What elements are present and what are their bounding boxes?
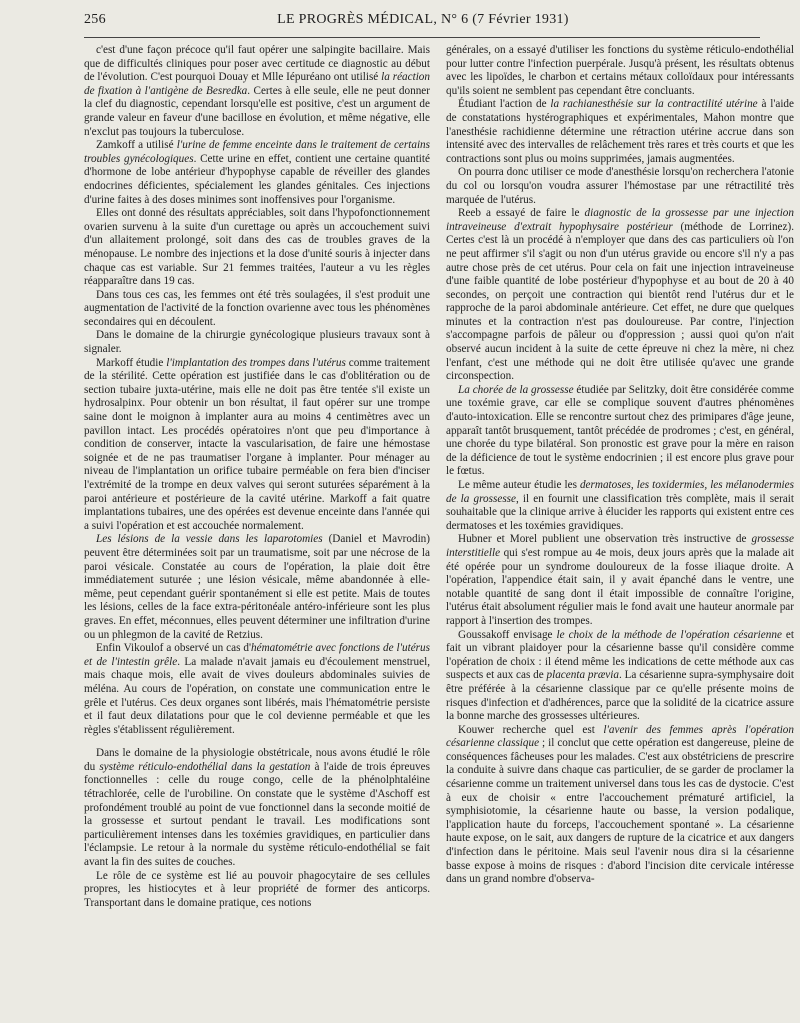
text-run: étudiée par Selitzky, doit être considérée comme une toxémie grave, car elle se complique souvent d'autres phénomènes d'auto-intoxication. Elle se rencontre surtout chez des primipares d'âge jeune, apparaît tantôt brusquement, tantôt précédée de prodromes ; c'est, en général, une chorée du type bilatéral. Son pronostic est grave pour la mère en raison de la déficience de tout le système endocrinien ; il est encore plus grave pour le fœtus. xyxy=(446,383,794,478)
text-run: Elles ont donné des résultats appréciables, soit dans l'hypofonctionnement ovarien survenu à la suite d'un curettage ou après un accouchement suivi d'un allaitement prolongé, soit dans des cas de troubles graves de la ménopause. Le nombre des injections et la dose d'unité souris à injecter dans chaque cas est variable. Sur 21 femmes traitées, l'auteur a vu les règles réapparaître dans 19 cas. xyxy=(84,207,430,288)
text-run: Dans le domaine de la physiologie obstétricale, nous avons étudié le rôle du xyxy=(84,747,430,773)
paragraph xyxy=(446,98,794,166)
text-run: qui s'est rompue au 4e mois, deux jours après que la malade ait été opérée pour un syndrome douloureux de la fosse iliaque droite. A l'opération, l'appendice était sain, il y avait épanché dans le ventre, une notable quantité de sang dont il était impossible de connaître l'origine, l'utérus était absolument régulier mais le fond avait une hauteur anormale par rapport à l'insertion des trompes. xyxy=(446,546,794,627)
italic-text: la réaction de fixation à l'antigène de Besredka xyxy=(84,71,430,97)
paragraph xyxy=(84,289,430,330)
text-run: Markoff étudie xyxy=(96,356,167,369)
paragraph xyxy=(446,384,794,479)
text-run: à l'aide de trois épreuves fonctionnelles : celle du rouge congo, celle de la phénolphtaléine tétrachlorée, celle de l'urobiline. On constate que le système d'Aschoff est profondément troublé au point de vue fonctionnel dans la seconde moitié de la grossesse et surtout pendant le travail. Les modifications sont particulièrement intenses dans les toxémies gravidiques, en particulier dans l'éclampsie. Le retour à la normale du système réticulo-endothélial se fait avant la fin des suites de couches. xyxy=(84,760,430,869)
text-run: Dans le domaine de la chirurgie gynécologique plusieurs travaux sont à signaler. xyxy=(84,329,430,356)
italic-text: Les lésions de la vessie dans les laparotomies xyxy=(96,533,323,546)
text-run: . La malade n'avait jamais eu d'écoulement menstruel, mais chaque mois, elle avait de vives douleurs abdominales suivies de méléna. Au cours de l'opération, on constate une communication entre le grêle et l'utérus. Ces deux organes sont libérés, mais l'hématométrie persiste et il faut deux dilatations pour que le col devienne perméable et que les règles s'établissent régulièrement. xyxy=(84,655,430,736)
text-run: Hubner et Morel publient une observation très instructive de xyxy=(458,533,752,546)
text-run: et fait un vibrant plaidoyer pour la césarienne basse qu'il considère comme l'opération de choix : il étend même les indications de cette méthode aux cas suspects et aux cas de xyxy=(446,628,794,682)
paragraph xyxy=(84,44,430,139)
italic-text: La chorée de la grossesse xyxy=(458,383,574,396)
text-run: Kouwer recherche quel est xyxy=(458,723,604,736)
text-run: Le rôle de ce système est lié au pouvoir phagocytaire de ses cellules propres, les histiocytes et à leur propriété de former des anticorps. Transportant dans le domaine pratique, ces notions xyxy=(84,869,430,909)
paragraph xyxy=(84,747,430,869)
left-column xyxy=(84,44,430,1014)
text-run: Étudiant l'action de xyxy=(458,98,551,111)
italic-text: le choix de la méthode de l'opération césarienne xyxy=(556,628,782,641)
text-run: Le même auteur étudie les xyxy=(458,479,580,491)
paragraph xyxy=(446,533,794,628)
paragraph xyxy=(84,533,430,642)
italic-text: l'urine de femme enceinte dans le traitement de certains troubles gynécologiques xyxy=(84,139,430,165)
text-run: , il en fournit une classification très complète, mais il serait souhaitable que la clinique arrive à élucider les rapports qui existent entre ces dermatoses et les toxémies gravidiques. xyxy=(446,492,794,532)
text-run: Goussakoff envisage xyxy=(458,628,557,641)
page-header xyxy=(84,12,760,32)
text-run: Dans tous ces cas, les femmes ont été très soulagées, il s'est produit une augmentation de l'activité de la fonction ovarienne avec tous les phénomènes secondaires qui en découlent. xyxy=(84,288,430,328)
italic-text: grossesse interstitielle xyxy=(446,533,794,559)
page-number: 256 xyxy=(84,12,106,27)
text-run: . Certes à elle seule, elle ne peut donner la clef du diagnostic, cependant lorsqu'elle est positive, c'est un argument de grande valeur en faveur d'une bacillose en évolution, et même négative, elle n'exclut pas toujours la tuberculose. xyxy=(84,84,430,138)
text-run: Enfin Vikoulof a observé un cas d' xyxy=(96,642,252,655)
text-run: ; il conclut que cette opération est dangereuse, pleine de conséquences fâcheuses pour les malades. C'est aux obstétriciens de prescrire la conduite à suivre dans chaque cas particulier, de se garder de proclamer la césarienne comme un traitement universel dans tous les cas de dystocie. C'est à eux de choisir « entre l'accouchement prématuré artificiel, la symphisiotomie, la césarienne haute ou basse, la version podalique, l'application haute du forceps, l'accouchement spontané ». La césarienne haute expose, on le sait, aux dangers de rupture de la cicatrice et aux dangers d'infection dans le péritoine. Mais seul l'avenir nous dira si la césarienne basse expose à moins de risques : d'abord l'incision dite cervicale intéresse dans un grand nombre d'observa- xyxy=(446,737,794,886)
paragraph xyxy=(446,479,794,533)
text-run: . La césarienne supra-symphysaire doit être préférée à la césarienne classique par ce qu'elle présente moins de risques d'infection et d'adhérences, parce que la solidité de la cicatrice assure la bonne marche des grossesses ultérieures. xyxy=(446,669,794,723)
text-run: générales, on a essayé d'utiliser les fonctions du système réticulo-endothélial pour lutter contre l'infection puerpérale. Jusqu'à présent, les résultats obtenus avec les lipoïdes, le charbon et certains métaux colloïdaux pour intéressants qu'ils soient ne semblent pas cependant être concluants. xyxy=(446,44,794,97)
journal-title: LE PROGRÈS MÉDICAL, N° 6 (7 Février 1931) xyxy=(277,12,569,27)
italic-text: dermatoses, les toxidermies, les mélanodermies de la grossesse xyxy=(446,479,794,505)
paragraph xyxy=(84,139,430,207)
text-run: Reeb a essayé de faire le xyxy=(458,207,585,220)
paragraph xyxy=(84,329,430,356)
text-run: c'est d'une façon précoce qu'il faut opérer une salpingite bacillaire. Mais que de difficultés cliniques pour poser avec certitude ce diagnostic au début de l'évolution. C'est pourquoi Douay et Mlle Iépuréano ont utilisé xyxy=(84,44,430,84)
text-run: à l'aide de constatations hystérographiques et expérimentales, Mahon montre que l'anesthésie rachidienne détermine une rétraction utérine accrue dans son intensité avec des intervalles de relâchement très rares et très courts et que les contractions sont plus ou moins supprimées, jamais augmentées. xyxy=(446,98,794,165)
paragraph xyxy=(84,642,430,737)
text-run: (Daniel et Mavrodin) peuvent être déterminées soit par un traumatisme, soit par une nécrose de la paroi vésicale. Constatée au cours de l'opération, la plaie doit être immédiatement suturée ; une lésion vésicale, même abandonnée à elle-même, peut cependant guérir spontanément si elle est petite. Mais de toutes les lésions, celles de la face extra-péritonéale antéro-inférieure sont les plus graves. En effet, méconnues, elles peuvent déterminer une infiltration d'urine ou un phlegmon de la cavité de Retzius. xyxy=(84,533,430,641)
header-rule xyxy=(84,37,760,38)
paragraph xyxy=(446,44,794,98)
paragraph xyxy=(446,629,794,724)
italic-text: placenta prævia xyxy=(546,669,619,682)
paragraph xyxy=(84,207,430,289)
italic-text: hématométrie avec fonctions de l'utérus et de l'intestin grêle xyxy=(84,642,430,668)
right-column xyxy=(446,44,794,1014)
italic-text: l'avenir des femmes après l'opération césarienne classique xyxy=(446,723,794,750)
text-run: . Cette urine en effet, contient une certaine quantité d'hormone de lobe antérieur d'hypophyse capable de réveiller des glandes endocrines déficientes, spécialement les glandes génitales. Ces injections d'urine faites à des doses minimes sont inoffensives pour l'organisme. xyxy=(84,152,430,206)
italic-text: la rachianesthésie sur la contractilité utérine xyxy=(550,98,758,111)
text-run: (méthode de Lorrinez). Certes c'est là un procédé à n'employer que dans des cas particuliers où l'on ne peut affirmer s'il s'agit ou non d'un utérus gravide ou encore s'il n'y a pas autre chose près de cet utérus. Pour cela on fait une injection intraveineuse d'une faible quantité de lobe postérieur d'hypophyse et au bout de 20 à 40 secondes, on perçoit une contraction qui bientôt rend l'utérus dur et le rapproche de la paroi abdominale antérieure. Cet effet, ne dure que quelques minutes et la contraction n'est pas douloureuse. Par contre, l'injection s'accompagne parfois de pâleur ou d'oppression ; aussi quoi qu'on n'ait observé aucun incident à la suite de cette épreuve ni chez la mère, ni chez l'enfant, c'est une méthode qui ne doit être utilisée qu'avec une grande circonspection. xyxy=(446,220,794,383)
italic-text: système réticulo-endothélial dans la gestation xyxy=(99,760,311,773)
italic-text: l'implantation des trompes dans l'utérus xyxy=(166,356,346,369)
paragraph xyxy=(84,870,430,911)
paragraph xyxy=(446,207,794,384)
text-run: comme traitement de la stérilité. Cette opération est justifiée dans le cas d'oblitération ou de section tubaire juxta-utérine, mais elle ne doit pas être tentée s'il existe un hydrosalpinx. Pour obtenir un bon résultat, il faut opérer sur une trompe saine dont le moignon à implanter aura au moins 4 centimètres avec un pavillon intact. Les procédés opératoires n'ont que peu d'importance à condition de conserver, intacte la vascularisation, de faire une hémostase soignée et de ne pas traumatiser l'organe à implanter. Pour ménager au niveau de l'implantation un orifice tubaire perméable on fera bien d'inciser l'extrémité de la trompe en deux valves qui seront suturées séparément à la paroi antérieure et postérieure de la cavité utérine. Markoff a fait quatre implantations tubaires, une des opérées est devenue enceinte dans l'année qui a suivi l'opération et est accouchée normalement. xyxy=(84,356,430,532)
paragraph xyxy=(446,724,794,887)
paragraph xyxy=(446,166,794,207)
text-run: On pourra donc utiliser ce mode d'anesthésie lorsqu'on recherchera l'atonie du col ou lorsqu'on voudra assurer l'hémostase par une rétractilité très marquée de l'utérus. xyxy=(446,166,794,206)
paragraph xyxy=(84,357,430,534)
italic-text: diagnostic de la grossesse par une injection intraveineuse d'extrait hypophysaire postérieur xyxy=(446,207,794,233)
text-run: Zamkoff a utilisé xyxy=(96,139,177,152)
